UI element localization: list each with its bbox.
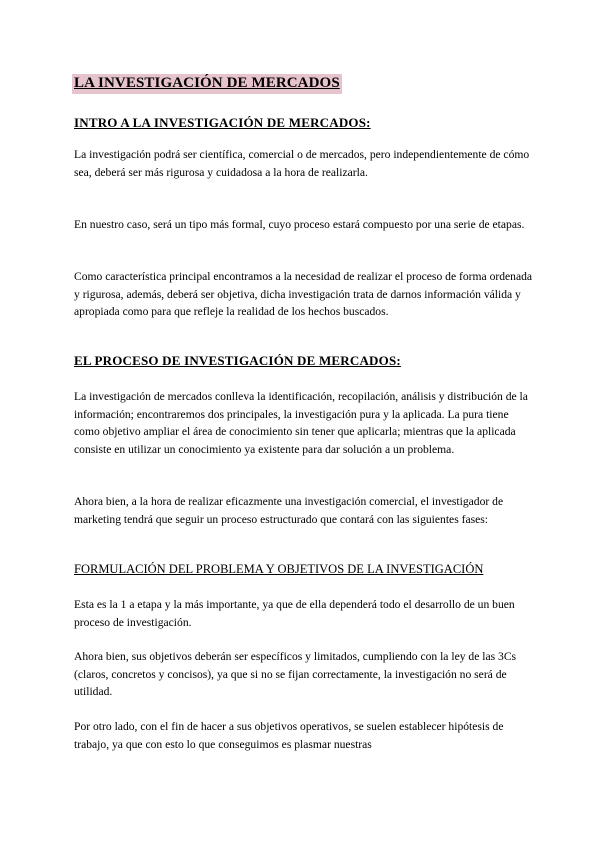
paragraph: Como característica principal encontramos a la necesidad de realizar el proceso de forma ordenada y rigurosa, además, deberá ser objetiva, dicha investigación trata de darnos información válida y apropiada como para que refleje la realidad de los hechos buscados. — [74, 270, 533, 318]
paragraph: Por otro lado, con el fin de hacer a sus objetivos operativos, se suelen establecer hipótesis de trabajo, ya que con esto lo que conseguimos es plasmar nuestras — [74, 720, 504, 751]
paragraph: La investigación de mercados conlleva la identificación, recopilación, análisis y distribución de la información; encontraremos dos principales, la investigación pura y la aplicada. La pura tiene como objetivo ampliar el área de conocimiento sin tener que aplicarla; mientras que la aplicada consiste en utilizar un conocimiento ya existente para dar solución a un problema. — [74, 390, 528, 456]
paragraph: La investigación podrá ser científica, comercial o de mercados, pero independientemente de cómo sea, deberá ser más rigurosa y cuidadosa a la hora de realizarla. — [74, 148, 530, 179]
paragraph: Ahora bien, a la hora de realizar eficazmente una investigación comercial, el investigador de marketing tendrá que seguir un proceso estructurado que contará con las siguientes fases: — [74, 495, 504, 526]
section-heading-intro: INTRO A LA INVESTIGACIÓN DE MERCADOS: — [74, 115, 371, 130]
subsection-heading-formulacion: FORMULACIÓN DEL PROBLEMA Y OBJETIVOS DE LA INVESTIGACIÓN — [74, 562, 484, 576]
paragraph: En nuestro caso, será un tipo más formal, cuyo proceso estará compuesto por una serie de etapas. — [74, 218, 525, 231]
paragraph: Ahora bien, sus objetivos deberán ser específicos y limitados, cumpliendo con la ley de las 3Cs (claros, concretos y concisos), ya que si no se fijan correctamente, la investigación no será de utilidad. — [74, 650, 517, 698]
paragraph: Esta es la 1 a etapa y la más importante, ya que de ella dependerá todo el desarrollo de un buen proceso de investigación. — [74, 598, 515, 629]
section-heading-proceso: EL PROCESO DE INVESTIGACIÓN DE MERCADOS: — [74, 353, 401, 368]
document-title: LA INVESTIGACIÓN DE MERCADOS — [72, 74, 342, 94]
